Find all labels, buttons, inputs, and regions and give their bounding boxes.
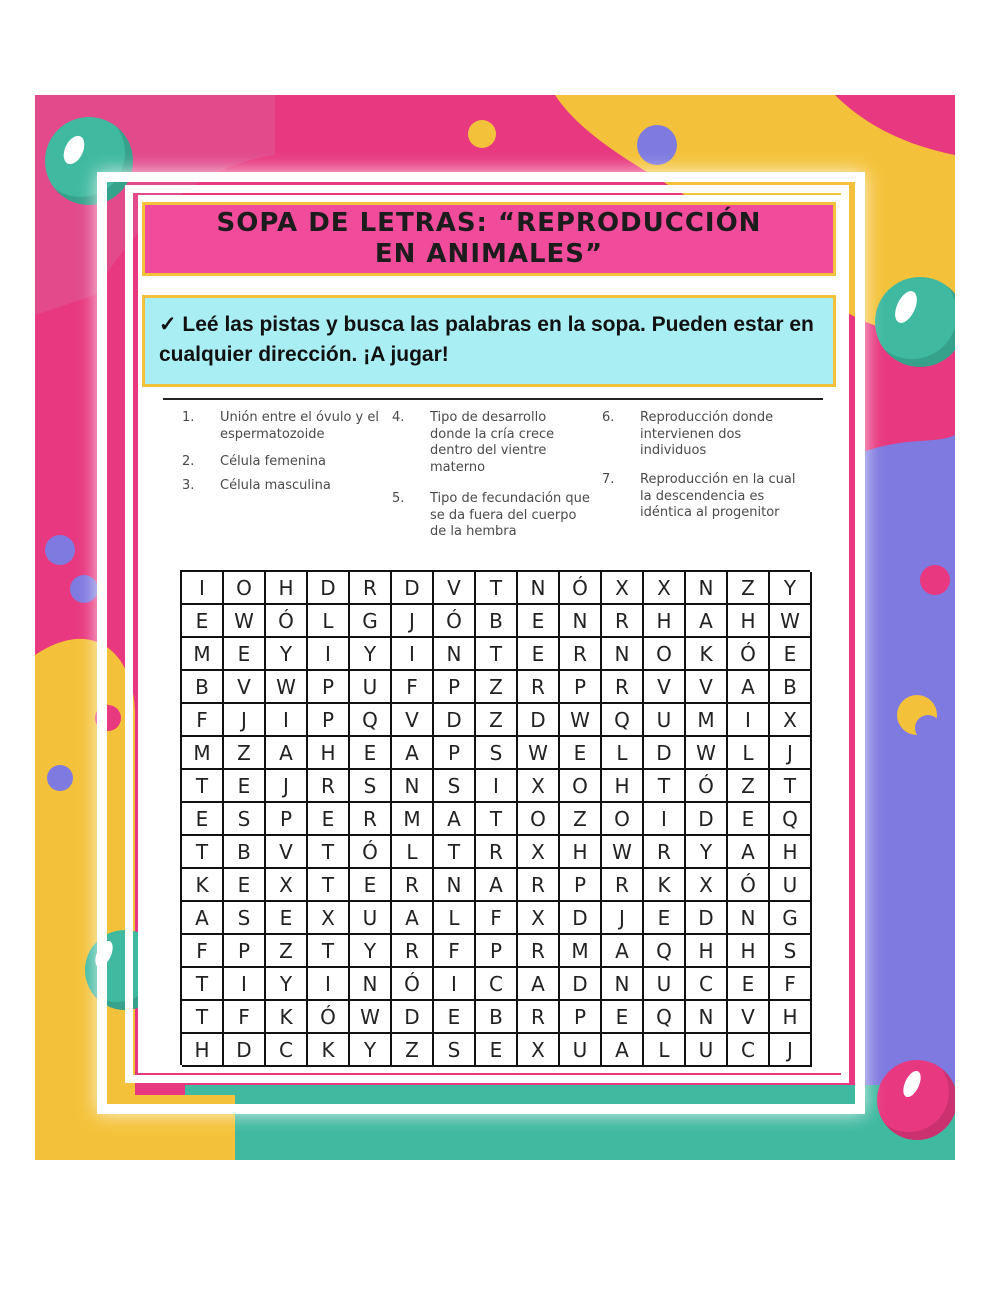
clue-text: Célula femenina xyxy=(220,454,326,469)
grid-cell[interactable]: D xyxy=(224,1034,266,1067)
grid-cell[interactable]: D xyxy=(392,572,434,605)
grid-cell[interactable]: W xyxy=(686,737,728,770)
grid-cell[interactable]: C xyxy=(266,1034,308,1067)
grid-cell[interactable]: P xyxy=(308,671,350,704)
clue-number: 1. xyxy=(182,410,195,425)
grid-cell[interactable]: H xyxy=(308,737,350,770)
grid-cell[interactable]: K xyxy=(686,638,728,671)
grid-cell[interactable]: D xyxy=(392,1001,434,1034)
grid-cell[interactable]: J xyxy=(602,902,644,935)
grid-cell[interactable]: Y xyxy=(350,935,392,968)
grid-cell[interactable]: Z xyxy=(392,1034,434,1067)
grid-cell[interactable]: I xyxy=(728,704,770,737)
dot-decoration xyxy=(45,535,75,565)
grid-cell[interactable]: A xyxy=(266,737,308,770)
grid-cell[interactable]: J xyxy=(266,770,308,803)
grid-cell[interactable]: W xyxy=(266,671,308,704)
grid-cell[interactable]: I xyxy=(644,803,686,836)
grid-cell[interactable]: Z xyxy=(728,572,770,605)
grid-cell[interactable]: X xyxy=(686,869,728,902)
grid-cell[interactable]: E xyxy=(560,737,602,770)
grid-cell[interactable]: U xyxy=(350,902,392,935)
grid-cell[interactable]: N xyxy=(602,968,644,1001)
grid-cell[interactable]: D xyxy=(518,704,560,737)
title-banner xyxy=(142,202,836,276)
clue-text: Unión entre el óvulo y el espermatozoide xyxy=(220,410,379,442)
grid-cell[interactable]: W xyxy=(560,704,602,737)
grid-cell[interactable]: Q xyxy=(770,803,812,836)
grid-cell[interactable]: P xyxy=(224,935,266,968)
grid-cell[interactable]: U xyxy=(644,968,686,1001)
grid-cell[interactable]: M xyxy=(182,638,224,671)
grid-cell[interactable]: A xyxy=(392,902,434,935)
grid-cell[interactable]: V xyxy=(224,671,266,704)
grid-cell[interactable]: M xyxy=(686,704,728,737)
grid-cell[interactable]: E xyxy=(224,770,266,803)
grid-cell[interactable]: H xyxy=(602,770,644,803)
grid-cell[interactable]: R xyxy=(350,572,392,605)
grid-cell[interactable]: P xyxy=(266,803,308,836)
dot-decoration xyxy=(915,715,941,741)
grid-cell[interactable]: I xyxy=(266,704,308,737)
grid-cell[interactable]: U xyxy=(350,671,392,704)
grid-cell[interactable]: J xyxy=(770,737,812,770)
grid-cell[interactable]: Ó xyxy=(308,1001,350,1034)
grid-cell[interactable]: S xyxy=(476,737,518,770)
grid-cell[interactable]: H xyxy=(686,935,728,968)
grid-cell[interactable]: T xyxy=(476,638,518,671)
grid-cell[interactable]: A xyxy=(728,671,770,704)
grid-cell[interactable]: Q xyxy=(602,704,644,737)
grid-cell[interactable]: W xyxy=(518,737,560,770)
grid-cell[interactable]: N xyxy=(434,638,476,671)
grid-cell[interactable]: E xyxy=(518,638,560,671)
grid-cell[interactable]: M xyxy=(182,737,224,770)
grid-cell[interactable]: R xyxy=(518,935,560,968)
grid-cell[interactable]: E xyxy=(266,902,308,935)
grid-cell[interactable]: X xyxy=(602,572,644,605)
instruction-banner xyxy=(142,295,836,387)
grid-cell[interactable]: P xyxy=(434,671,476,704)
grid-cell[interactable]: A xyxy=(602,935,644,968)
grid-cell[interactable]: P xyxy=(434,737,476,770)
grid-cell[interactable]: S xyxy=(434,770,476,803)
grid-cell[interactable]: X xyxy=(644,572,686,605)
grid-cell[interactable]: T xyxy=(308,836,350,869)
grid-cell[interactable]: N xyxy=(434,869,476,902)
grid-cell[interactable]: O xyxy=(644,638,686,671)
grid-cell[interactable]: H xyxy=(770,836,812,869)
grid-cell[interactable]: D xyxy=(308,572,350,605)
divider xyxy=(163,398,823,400)
grid-cell[interactable]: W xyxy=(770,605,812,638)
grid-cell[interactable]: Y xyxy=(686,836,728,869)
grid-cell[interactable]: R xyxy=(518,671,560,704)
grid-cell[interactable]: D xyxy=(686,902,728,935)
grid-cell[interactable]: E xyxy=(602,1001,644,1034)
grid-cell[interactable]: Q xyxy=(350,704,392,737)
grid-cell[interactable]: Z xyxy=(266,935,308,968)
grid-cell[interactable]: H xyxy=(728,605,770,638)
grid-cell[interactable]: E xyxy=(182,803,224,836)
grid-cell[interactable]: T xyxy=(182,1001,224,1034)
grid-cell[interactable]: L xyxy=(392,836,434,869)
grid-cell[interactable]: E xyxy=(728,803,770,836)
clue-text: Reproducción donde intervienen dos individuos xyxy=(640,410,774,458)
grid-cell[interactable]: R xyxy=(644,836,686,869)
grid-cell[interactable]: X xyxy=(518,1034,560,1067)
grid-cell[interactable]: I xyxy=(308,968,350,1001)
grid-cell[interactable]: Y xyxy=(350,638,392,671)
grid-cell[interactable]: V xyxy=(686,671,728,704)
grid-cell[interactable]: Ó xyxy=(560,572,602,605)
grid-cell[interactable]: R xyxy=(476,836,518,869)
grid-cell[interactable]: L xyxy=(644,1034,686,1067)
grid-cell[interactable]: X xyxy=(770,704,812,737)
grid-cell[interactable]: O xyxy=(560,770,602,803)
grid-cell[interactable]: W xyxy=(602,836,644,869)
grid-cell[interactable]: R xyxy=(350,803,392,836)
grid-cell[interactable]: V xyxy=(434,572,476,605)
grid-cell[interactable]: J xyxy=(224,704,266,737)
grid-cell[interactable]: E xyxy=(350,869,392,902)
instruction-text: ✓ Leé las pistas y busca las palabras en la sopa. Pueden estar en cualquier dirección. ¡A jugar! xyxy=(159,313,814,366)
grid-cell[interactable]: H xyxy=(728,935,770,968)
grid-cell[interactable]: K xyxy=(308,1034,350,1067)
grid-cell[interactable]: R xyxy=(602,605,644,638)
grid-cell[interactable]: L xyxy=(308,605,350,638)
grid-cell[interactable]: M xyxy=(392,803,434,836)
grid-cell[interactable]: S xyxy=(224,803,266,836)
grid-cell[interactable]: K xyxy=(644,869,686,902)
grid-cell[interactable]: X xyxy=(308,902,350,935)
dot-decoration xyxy=(70,575,98,603)
grid-cell[interactable]: W xyxy=(224,605,266,638)
grid-cell[interactable]: A xyxy=(518,968,560,1001)
grid-cell[interactable]: P xyxy=(308,704,350,737)
grid-cell[interactable]: C xyxy=(476,968,518,1001)
grid-cell[interactable]: T xyxy=(476,572,518,605)
grid-cell[interactable]: E xyxy=(434,1001,476,1034)
grid-cell[interactable]: U xyxy=(770,869,812,902)
dot-decoration xyxy=(637,125,677,165)
grid-cell[interactable]: S xyxy=(224,902,266,935)
grid-cell[interactable]: S xyxy=(434,1034,476,1067)
grid-cell[interactable]: I xyxy=(434,968,476,1001)
grid-cell[interactable]: G xyxy=(350,605,392,638)
grid-cell[interactable]: E xyxy=(182,605,224,638)
grid-cell[interactable]: Ó xyxy=(434,605,476,638)
grid-cell[interactable]: R xyxy=(392,869,434,902)
grid-cell[interactable]: E xyxy=(728,968,770,1001)
grid-cell[interactable]: B xyxy=(182,671,224,704)
grid-cell[interactable]: T xyxy=(644,770,686,803)
grid-cell[interactable]: H xyxy=(770,1001,812,1034)
grid-cell[interactable]: R xyxy=(602,671,644,704)
grid-cell[interactable]: R xyxy=(560,638,602,671)
grid-cell[interactable]: Q xyxy=(644,1001,686,1034)
grid-cell[interactable]: V xyxy=(728,1001,770,1034)
grid-cell[interactable]: R xyxy=(602,869,644,902)
grid-cell[interactable]: N xyxy=(560,605,602,638)
grid-cell[interactable]: R xyxy=(518,1001,560,1034)
grid-cell[interactable]: D xyxy=(434,704,476,737)
grid-cell[interactable]: V xyxy=(266,836,308,869)
grid-cell[interactable]: T xyxy=(308,869,350,902)
grid-cell[interactable]: T xyxy=(182,968,224,1001)
clue-number: 5. xyxy=(392,491,405,506)
grid-cell[interactable]: Y xyxy=(350,1034,392,1067)
grid-cell[interactable]: R xyxy=(392,935,434,968)
grid-cell[interactable]: I xyxy=(476,770,518,803)
clue-text: Tipo de fecundación que se da fuera del cuerpo de la hembra xyxy=(430,491,590,539)
grid-cell[interactable]: T xyxy=(182,836,224,869)
clue-number: 7. xyxy=(602,472,615,487)
grid-cell[interactable]: C xyxy=(686,968,728,1001)
grid-cell[interactable]: R xyxy=(308,770,350,803)
grid-cell[interactable]: Y xyxy=(266,968,308,1001)
grid-cell[interactable]: B xyxy=(476,605,518,638)
grid-cell[interactable]: X xyxy=(518,902,560,935)
grid-cell[interactable]: T xyxy=(476,803,518,836)
grid-cell[interactable]: S xyxy=(350,770,392,803)
grid-cell[interactable]: E xyxy=(476,1034,518,1067)
grid-cell[interactable]: E xyxy=(224,638,266,671)
grid-cell[interactable]: D xyxy=(560,902,602,935)
grid-cell[interactable]: N xyxy=(392,770,434,803)
grid-cell[interactable]: L xyxy=(434,902,476,935)
word-search-grid xyxy=(180,570,810,1065)
grid-cell[interactable]: X xyxy=(518,770,560,803)
dot-decoration xyxy=(468,120,496,148)
grid-cell[interactable]: L xyxy=(728,737,770,770)
grid-cell[interactable]: I xyxy=(308,638,350,671)
bubble-decoration xyxy=(875,277,955,367)
grid-cell[interactable]: A xyxy=(182,902,224,935)
grid-cell[interactable]: H xyxy=(560,836,602,869)
grid-cell[interactable]: E xyxy=(350,737,392,770)
grid-cell[interactable]: J xyxy=(770,1034,812,1067)
grid-cell[interactable]: T xyxy=(770,770,812,803)
grid-cell[interactable]: I xyxy=(182,572,224,605)
grid-cell[interactable]: Z xyxy=(560,803,602,836)
grid-cell[interactable]: Ó xyxy=(392,968,434,1001)
grid-cell[interactable]: L xyxy=(602,737,644,770)
grid-cell[interactable]: P xyxy=(560,1001,602,1034)
grid-cell[interactable]: T xyxy=(182,770,224,803)
grid-cell[interactable]: Ó xyxy=(266,605,308,638)
grid-cell[interactable]: Q xyxy=(644,935,686,968)
grid-cell[interactable]: G xyxy=(770,902,812,935)
grid-cell[interactable]: E xyxy=(224,869,266,902)
grid-cell[interactable]: M xyxy=(560,935,602,968)
grid-cell[interactable]: F xyxy=(224,1001,266,1034)
grid-cell[interactable]: Y xyxy=(266,638,308,671)
grid-cell[interactable]: N xyxy=(686,572,728,605)
grid-cell[interactable]: N xyxy=(518,572,560,605)
grid-cell[interactable]: D xyxy=(644,737,686,770)
grid-cell[interactable]: J xyxy=(392,605,434,638)
grid-cell[interactable]: E xyxy=(308,803,350,836)
grid-cell[interactable]: U xyxy=(644,704,686,737)
grid-cell[interactable]: H xyxy=(182,1034,224,1067)
grid-cell[interactable]: K xyxy=(266,1001,308,1034)
grid-cell[interactable]: U xyxy=(560,1034,602,1067)
grid-cell[interactable]: P xyxy=(560,671,602,704)
grid-cell[interactable]: F xyxy=(182,935,224,968)
grid-cell[interactable]: Ó xyxy=(686,770,728,803)
grid-cell[interactable]: X xyxy=(266,869,308,902)
dot-decoration xyxy=(47,765,73,791)
grid-cell[interactable]: T xyxy=(434,836,476,869)
grid-cell[interactable]: F xyxy=(476,902,518,935)
grid-cell[interactable]: O xyxy=(602,803,644,836)
grid-cell[interactable]: V xyxy=(392,704,434,737)
grid-cell[interactable]: Ó xyxy=(728,638,770,671)
grid-cell[interactable]: S xyxy=(770,935,812,968)
grid-cell[interactable]: C xyxy=(728,1034,770,1067)
grid-cell[interactable]: D xyxy=(686,803,728,836)
clue-text: Reproducción en la cual la descendencia es idéntica al progenitor xyxy=(640,472,796,520)
grid-cell[interactable]: N xyxy=(686,1001,728,1034)
grid-cell[interactable]: Z xyxy=(728,770,770,803)
grid-cell[interactable]: A xyxy=(392,737,434,770)
grid-cell[interactable]: F xyxy=(770,968,812,1001)
grid-cell[interactable]: H xyxy=(644,605,686,638)
clue-text: Tipo de desarrollo donde la cría crece dentro del vientre materno xyxy=(430,410,555,475)
grid-cell[interactable]: N xyxy=(602,638,644,671)
grid-cell[interactable]: E xyxy=(770,638,812,671)
clue-number: 3. xyxy=(182,478,195,493)
grid-cell[interactable]: P xyxy=(476,935,518,968)
grid-cell[interactable]: I xyxy=(392,638,434,671)
grid-cell[interactable]: U xyxy=(686,1034,728,1067)
grid-cell[interactable]: F xyxy=(392,671,434,704)
grid-cell[interactable]: A xyxy=(686,605,728,638)
grid-cell[interactable]: N xyxy=(350,968,392,1001)
page-title: SOPA DE LETRAS: “REPRODUCCIÓN EN ANIMALES” xyxy=(216,208,762,269)
grid-cell[interactable]: F xyxy=(434,935,476,968)
grid-cell[interactable]: T xyxy=(308,935,350,968)
grid-cell[interactable]: I xyxy=(224,968,266,1001)
grid-cell[interactable]: K xyxy=(182,869,224,902)
grid-cell[interactable]: N xyxy=(728,902,770,935)
grid-cell[interactable]: Z xyxy=(476,704,518,737)
clue-number: 4. xyxy=(392,410,405,425)
clue-number: 2. xyxy=(182,454,195,469)
grid-cell[interactable]: H xyxy=(266,572,308,605)
clue-number: 6. xyxy=(602,410,615,425)
grid-cell[interactable]: O xyxy=(518,803,560,836)
grid-cell[interactable]: Y xyxy=(770,572,812,605)
grid-cell[interactable]: Ó xyxy=(728,869,770,902)
grid-cell[interactable]: X xyxy=(518,836,560,869)
grid-cell[interactable]: W xyxy=(350,1001,392,1034)
grid-cell[interactable]: R xyxy=(518,869,560,902)
grid-cell[interactable]: B xyxy=(770,671,812,704)
grid-cell[interactable]: A xyxy=(728,836,770,869)
grid-cell[interactable]: Ó xyxy=(350,836,392,869)
grid-cell[interactable]: A xyxy=(602,1034,644,1067)
grid-cell[interactable]: A xyxy=(434,803,476,836)
grid-cell[interactable]: Z xyxy=(224,737,266,770)
grid-cell[interactable]: V xyxy=(644,671,686,704)
grid-cell[interactable]: D xyxy=(560,968,602,1001)
grid-cell[interactable]: B xyxy=(476,1001,518,1034)
grid-cell[interactable]: P xyxy=(560,869,602,902)
grid-cell[interactable]: O xyxy=(224,572,266,605)
grid-cell[interactable]: Z xyxy=(476,671,518,704)
grid-cell[interactable]: E xyxy=(518,605,560,638)
grid-cell[interactable]: F xyxy=(182,704,224,737)
dot-decoration xyxy=(920,565,950,595)
grid-cell[interactable]: E xyxy=(644,902,686,935)
grid-cell[interactable]: B xyxy=(224,836,266,869)
clue-text: Célula masculina xyxy=(220,478,331,493)
grid-cell[interactable]: A xyxy=(476,869,518,902)
